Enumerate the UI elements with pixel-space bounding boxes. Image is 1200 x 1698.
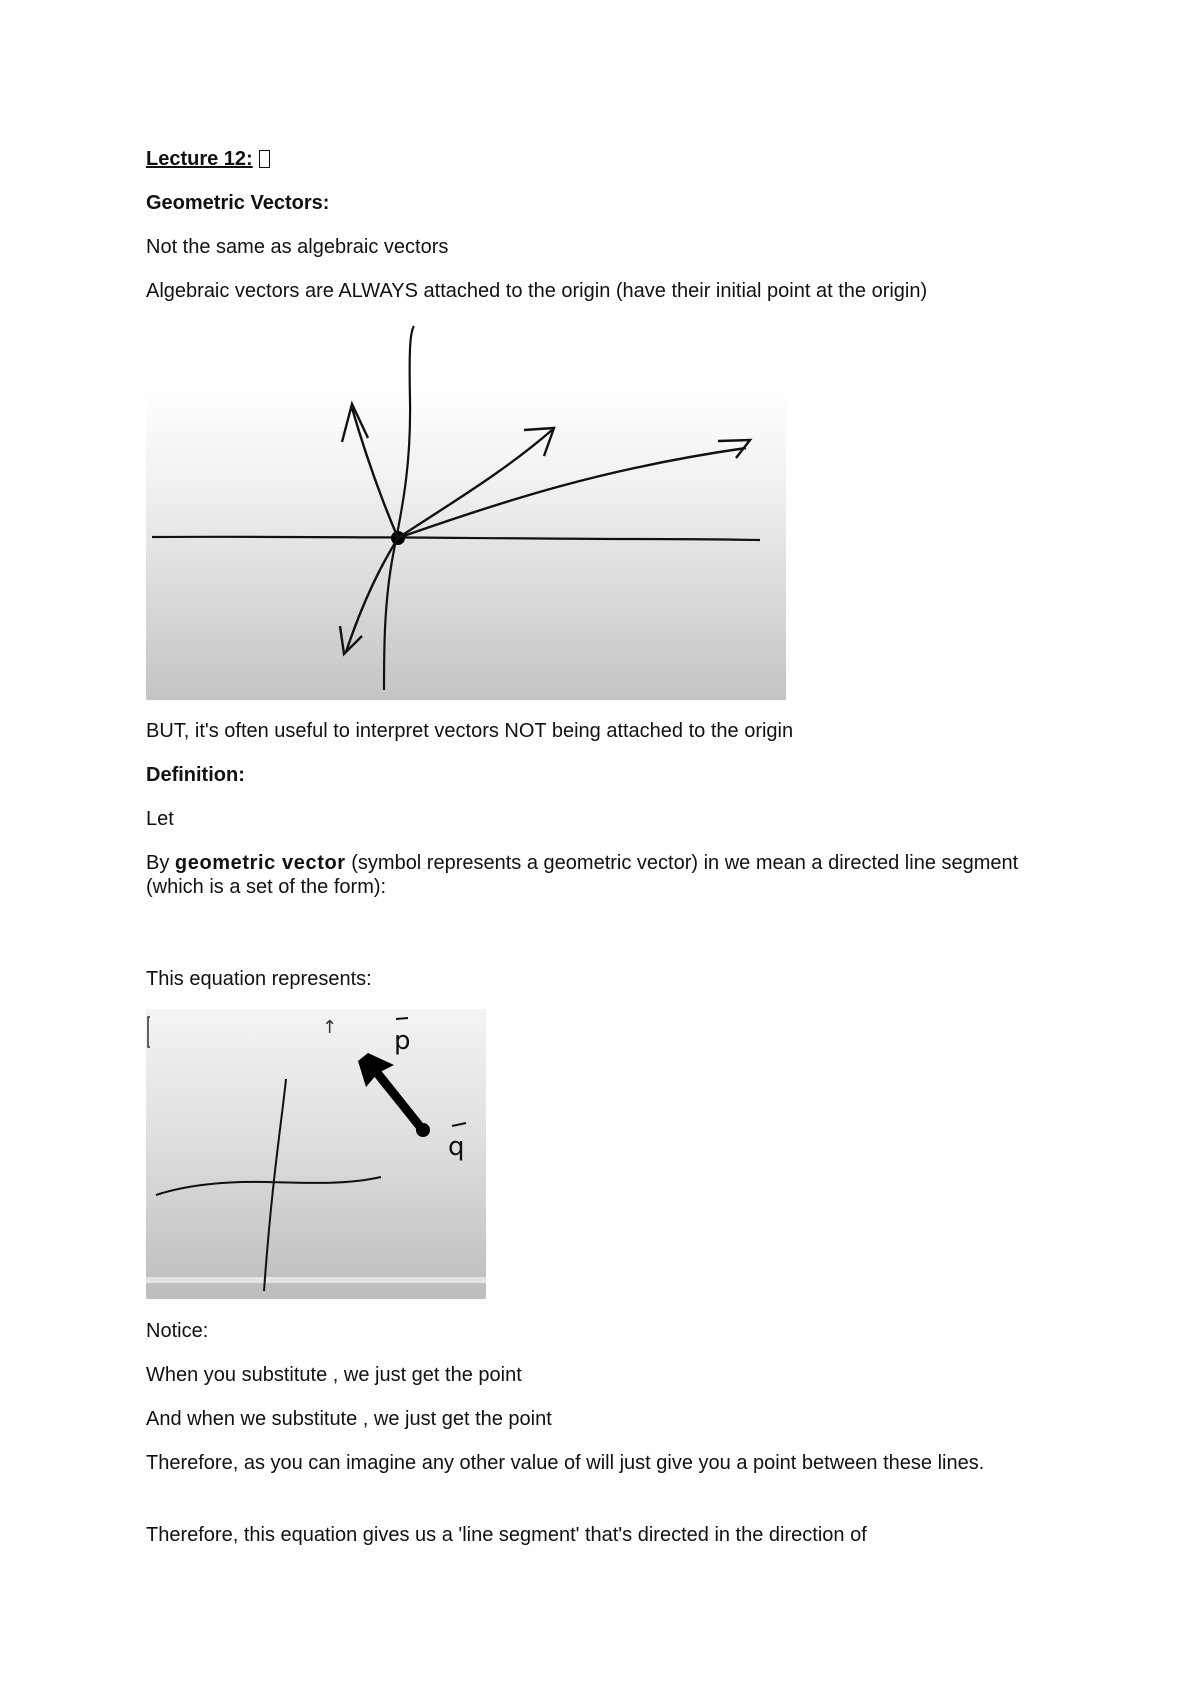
point-q-dot [416,1123,430,1137]
paragraph-substitute-1: When you substitute , we just get the point [146,1364,522,1386]
lecture-title [146,147,270,171]
p-bar [396,1018,408,1019]
figure-background [146,390,786,700]
figure2-band [146,1277,486,1283]
paragraph-notice: Notice: [146,1320,209,1342]
missing-glyph-box [259,150,270,168]
paragraph-equation: This equation represents: [146,968,372,990]
paragraph-let: Let [146,808,174,830]
paragraph-algebraic: Algebraic vectors are ALWAYS attached to the origin (have their initial point at the origin) [146,280,928,302]
paragraph-therefore-1: Therefore, as you can imagine any other value of will just give you a point between these lines. [146,1452,985,1474]
section-heading: Geometric Vectors: [146,192,330,214]
lecture-title-text: Lecture 12: [146,148,253,170]
definition-term: geometric vector [174,852,346,874]
definition-heading: Definition: [146,764,245,786]
figure2-background [146,1009,486,1299]
paragraph-definition [146,851,1046,899]
directed-segment-drawing [146,1009,486,1299]
paragraph-substitute-2: And when we substitute , we just get the point [146,1408,552,1430]
label-q: q [448,1132,465,1162]
stray-tick: ↑ [322,1017,338,1038]
paragraph-but: BUT, it's often useful to interpret vectors NOT being attached to the origin [146,720,794,742]
paragraph-therefore-2: Therefore, this equation gives us a 'line segment' that's directed in the direction of [146,1524,867,1546]
paragraph-not-same: Not the same as algebraic vectors [146,236,449,258]
figure-directed-segment [146,1009,486,1299]
label-p: p [394,1026,411,1056]
definition-rest: (symbol represents a geometric vector) in we mean a directed line segment (which is a set of the form): [146,852,1019,898]
figure-vectors-from-origin [146,320,786,700]
vectors-from-origin-drawing [146,320,786,700]
definition-prefix: By [146,852,175,874]
